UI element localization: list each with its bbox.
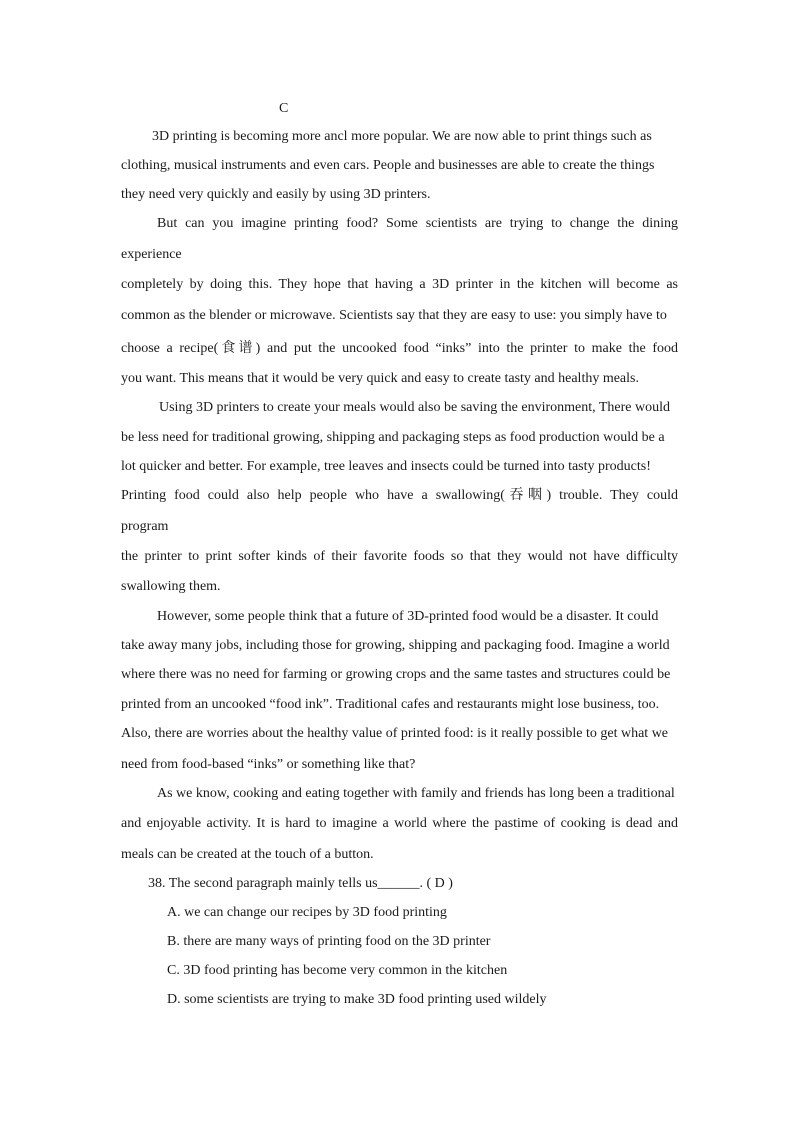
paragraph-line: and enjoyable activity. It is hard to imagine a world where the pastime of cooking is dead and	[121, 816, 678, 831]
paragraph-line: Using 3D printers to create your meals would also be saving the environment, There would	[159, 400, 671, 415]
answer-option-c: C. 3D food printing has become very common in the kitchen	[167, 963, 508, 978]
paragraph-line: However, some people think that a future of 3D-printed food would be a disaster. It could	[157, 609, 659, 624]
paragraph-line: Printing food could also help people who have a swallowing(吞咽) trouble. They could	[121, 488, 678, 503]
paragraph-line: experience	[121, 247, 182, 262]
paragraph-line: the printer to print softer kinds of their favorite foods so that they would not have difficulty	[121, 549, 678, 564]
paragraph-line: need from food-based “inks” or something like that?	[121, 757, 416, 772]
section-label: C	[279, 101, 289, 116]
paragraph-line: they need very quickly and easily by using 3D printers.	[121, 187, 431, 202]
paragraph-line: clothing, musical instruments and even cars. People and businesses are able to create the things	[121, 158, 655, 173]
paragraph-line: choose a recipe(食谱) and put the uncooked food “inks” into the printer to make the food	[121, 341, 678, 356]
paragraph-line: common as the blender or microwave. Scientists say that they are easy to use: you simply have to	[121, 308, 667, 323]
paragraph-line: meals can be created at the touch of a button.	[121, 847, 374, 862]
paragraph-line: take away many jobs, including those for growing, shipping and packaging food. Imagine a world	[121, 638, 670, 653]
paragraph-line: But can you imagine printing food? Some scientists are trying to change the dining	[157, 216, 678, 231]
paragraph-line: be less need for traditional growing, shipping and packaging steps as food production would be a	[121, 430, 665, 445]
question-stem: 38. The second paragraph mainly tells us______. ( D )	[148, 876, 453, 891]
answer-option-a: A. we can change our recipes by 3D food printing	[167, 905, 447, 920]
paragraph-line: you want. This means that it would be very quick and easy to create tasty and healthy meals.	[121, 371, 639, 386]
paragraph-line: printed from an uncooked “food ink”. Traditional cafes and restaurants might lose business, too.	[121, 697, 660, 712]
paragraph-line: As we know, cooking and eating together with family and friends has long been a traditional	[157, 786, 675, 801]
paragraph-line: lot quicker and better. For example, tree leaves and insects could be turned into tasty products!	[121, 459, 651, 474]
answer-option-b: B. there are many ways of printing food on the 3D printer	[167, 934, 491, 949]
paragraph-line: completely by doing this. They hope that having a 3D printer in the kitchen will become as	[121, 277, 678, 292]
paragraph-line: Also, there are worries about the healthy value of printed food: is it really possible to get what we	[121, 726, 669, 741]
paragraph-line: where there was no need for farming or growing crops and the same tastes and structures could be	[121, 667, 671, 682]
paragraph-line: 3D printing is becoming more ancl more popular. We are now able to print things such as	[152, 129, 652, 144]
answer-option-d: D. some scientists are trying to make 3D food printing used wildely	[167, 992, 547, 1007]
paragraph-line: swallowing them.	[121, 579, 221, 594]
paragraph-line: program	[121, 519, 169, 534]
